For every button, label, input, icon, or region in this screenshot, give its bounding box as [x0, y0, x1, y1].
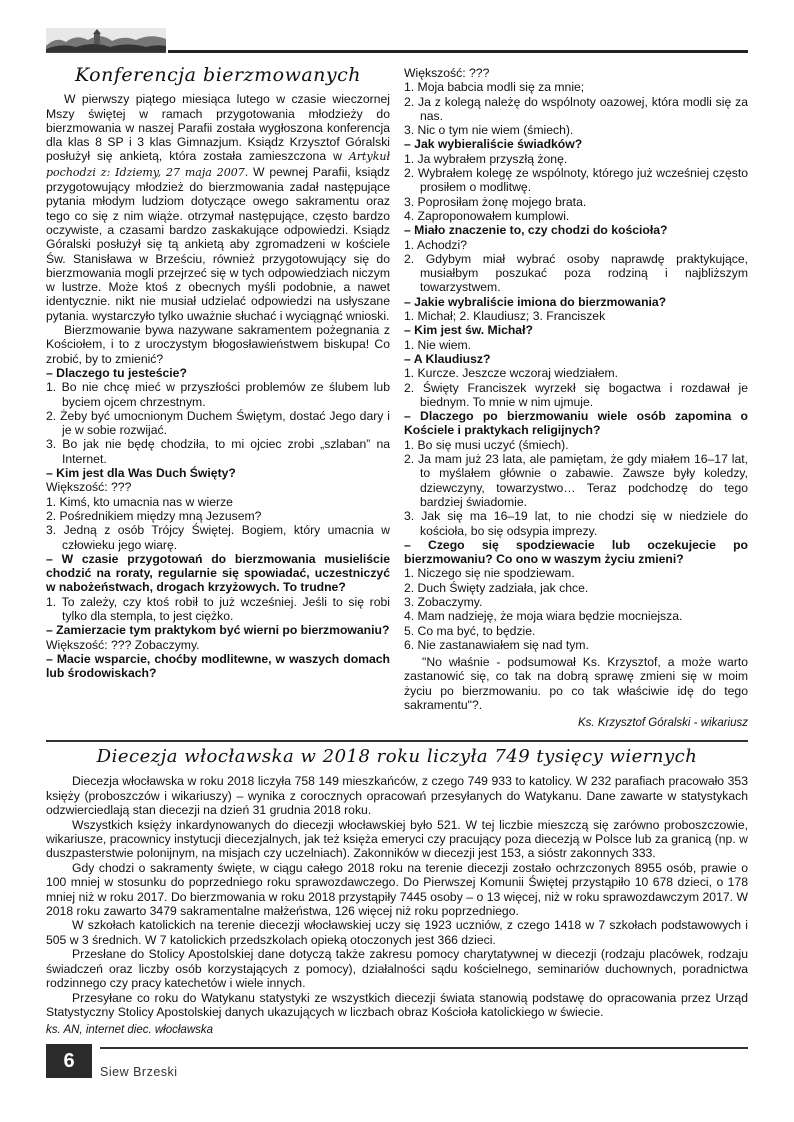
header-rule: [168, 50, 748, 53]
question: – Dlaczego po bierzmowaniu wiele osób zapomina o Kościele i praktykach religijnych?: [404, 409, 748, 438]
article-source: ks. AN, internet diec. włocławska: [46, 1024, 214, 1037]
question: – Jakie wybraliście imiona do bierzmowania?: [404, 294, 667, 309]
paragraph: Gdy chodzi o sakramenty święte, w ciągu całego 2018 roku na terenie diecezji zostało ochrzczonych 8955 osób, prawie o 100 mniej w stosunku do poprzedniego roku sprawozdawczego. Do Pierwszej Komunii Świętej przystąpiło 10 678 dzieci, o 178 mniej niż w roku 2017. Do bierzmowania w roku 2018 przystąpiły 7445 osoby – o 13 więcej, niż w roku sprawozdawczym 2017. W 2018 roku zawarto 3479 sakramentalne małżeństwa, 126 więcej niż roku poprzedniego.: [46, 860, 748, 919]
answer-item: 3. Jak się ma 16–19 lat, to nie chodzi się w niedziele do kościoła, bo się odsypia imprezy.: [404, 509, 748, 538]
answer-item: 3. Jedną z osób Trójcy Świętej. Bogiem, który umacnia w człowieku jego wiarę.: [46, 523, 390, 552]
intro-paragraph-2: Bierzmowanie bywa nazywane sakramentem pożegnania z Kościołem, i to z uroczystym błogosławieństwem biskupa! Co zrobić, by to zmienić?: [46, 323, 390, 366]
answer-item: 1. Kurcze. Jeszcze wczoraj wiedziałem.: [404, 366, 619, 381]
answer-item: 2. Ja z kolegą należę do wspólnoty oazowej, która modli się za nas.: [404, 94, 748, 123]
source-citation: Artykuł pochodzi z: Idziemy, 27 maja 2007.: [46, 150, 391, 179]
question: – Kim jest św. Michał?: [404, 323, 533, 338]
intro-text: W pierwszy piątego miesiąca lutego w czasie wieczornej Mszy świętej w ramach przygotowania młodzieży do bierzmowania w naszej Parafii została wygłoszona konferencja dla klas 8 SP i 3 klas Gimnazjum. Ksiądz Krzysztof Góralski posłużył się ankietą, która została zamieszczona w: [46, 92, 390, 164]
answer-item: 1. Niczego się nie spodziewam.: [404, 566, 575, 581]
question: – Dlaczego tu jesteście?: [46, 365, 187, 380]
answer-list: [404, 566, 748, 652]
footer-rule: [100, 1047, 748, 1049]
answer-list: [404, 438, 748, 538]
majority-answer: Większość: ???: [46, 480, 132, 495]
article-title: Diecezja włocławska w 2018 roku liczyła 749 tysięcy wiernych: [96, 746, 698, 767]
answer-item: 3. Nic o tym nie wiem (śmiech).: [404, 123, 574, 138]
answer-item: 1. Achodzi?: [404, 237, 468, 252]
answer-item: 1. Moja babcia modli się za mnie;: [404, 80, 585, 95]
answer-item: 5. Co ma być, to będzie.: [404, 623, 536, 638]
answer-item: 3. Poprosiłam żonę mojego brata.: [404, 194, 587, 209]
paragraph: Przesłane do Stolicy Apostolskiej dane dotyczą także zakresu pomocy charytatywnej w diecezji (rodzaju placówek, rodzaju świadczeń oraz liczby osób korzystających z pomocy), działalności sądu kościelnego, seminariów duchownych, poradnictwa rodzinnego czy pracy katechetów i wiele innych.: [46, 947, 748, 991]
answer-item: 3. Bo jak nie będę chodziła, to mi ojciec zrobi „szlaban” na Internet.: [46, 437, 390, 466]
answer-item: 1. Nie wiem.: [404, 337, 472, 352]
answer-list: [404, 80, 748, 137]
closing-paragraph: "No właśnie - podsumował Ks. Krzysztof, a może warto zastanowić się, co tak na dobrą sprawę zmieni się w moim życiu po bierzmowaniu. po co tak właściwie idę do tego sakramentu"?.: [404, 655, 748, 713]
majority-answer: Większość: ??? Zobaczymy.: [46, 637, 200, 652]
answer-item: 1. To zależy, czy ktoś robił to już wcześniej. Jeśli to się robi tylko dla stempla, to jest ciężko.: [46, 594, 390, 623]
article-separator: [46, 740, 748, 742]
answer-item: 1. Michał; 2. Klaudiusz; 3. Franciszek: [404, 309, 606, 324]
intro-text-continued: W pewnej Parafii, ksiądz przygotowujący młodzież do bierzmowania zadał następujące pytania młodym ludziom dotyczące owego sakramentu oraz tego co się z nim wiąże. otrzymał następujące, często bardzo oczywiste, a czasami bardzo zaskakujące odpowiedzi. Ksiądz Góralski posłużył się tą ankietą aby zgromadzeni w kościele Św. Stanisława w Brześciu, również przygotowujący się do bierzmowania mogli przejrzeć się w tych odpowiedziach niczym w lustrze. Może ktoś z obecnych myśli podobnie, a nawet identycznie. nikt nie musiał udzielać odpowiedzi na usłyszane pytania. wystarczyło tylko uważnie słuchać i wyciągnąć wnioski.: [46, 164, 390, 323]
question: – A Klaudiusz?: [404, 351, 491, 366]
answer-list: [404, 238, 748, 295]
answer-item: 2. Duch Święty zadziała, jak chce.: [404, 580, 589, 595]
paragraph: W szkołach katolickich na terenie diecezji włocławskiej uczy się 1923 uczniów, z czego 1418 w 7 szkołach podstawowych i 505 w 3 średnich. W 7 katolickich przedszkolach opieką otoczonych jest 366 dzieci.: [46, 918, 748, 947]
majority-answer: Większość: ???: [404, 66, 490, 80]
answer-item: 4. Zaproponowałem kumplowi.: [404, 208, 570, 223]
answer-item: 1. Bo nie chcę mieć w przyszłości problemów ze ślubem lub byciem ojcem chrzestnym.: [46, 380, 390, 409]
intro-paragraph: [46, 92, 390, 323]
answer-list: [46, 595, 390, 624]
answer-item: 1. Ja wybrałem przyszłą żonę.: [404, 151, 568, 166]
author-signature: Ks. Krzysztof Góralski - wikariusz: [578, 717, 748, 730]
answer-item: 2. Wybrałem kolegę ze wspólnoty, którego już wcześniej często prosiłem o modlitwę.: [404, 166, 748, 195]
paragraph: Wszystkich księży inkardynowanych do diecezji włocławskiej było 521. W tej liczbie mieszczą się zarówno proboszczowie, wikariusze, pracownicy instytucji diecezjalnych, jak też księża emeryci czy pracujący poza diecezją w Polsce lub za granicą (np. w duszpasterstwie polonijnym, na misjach czy uczelniach). Zakonników w diecezji jest 153, a sióstr zakonnych 333.: [46, 817, 748, 861]
question: – W czasie przygotowań do bierzmowania musieliście chodzić na roraty, regularnie się spowiadać, uczestniczyć w nabożeństwach, drogach krzyżowych. To trudne?: [46, 551, 390, 595]
answer-item: 1. Bo się musi uczyć (śmiech).: [404, 437, 569, 452]
answer-item: 6. Nie zastanawiałem się nad tym.: [404, 637, 589, 652]
page-number: 6: [46, 1044, 92, 1078]
answer-item: 2. Ja mam już 23 lata, ale pamiętam, że gdy miałem 16–17 lat, to myślałem głównie o zabawie. Zawsze były koledzy, dziewczyny, towarzystwo… Teraz podchodzę do tego bardziej świadomie.: [404, 452, 748, 509]
question: – Kim jest dla Was Duch Święty?: [46, 466, 236, 481]
answer-item: 2. Żeby być umocnionym Duchem Świętym, dostać Jego dary i je w sobie rozwijać.: [46, 408, 390, 438]
right-column: [404, 66, 748, 731]
header-landscape-image: [46, 28, 166, 53]
paragraph: Diecezja włocławska w roku 2018 liczyła 758 149 mieszkańców, z czego 749 933 to katolicy. W 232 parafiach pracowało 353 księży (proboszczów i wikariuszy) – wynika z corocznych opracowań przesyłanych do Watykanu. Dane zawarte w statystykach odzwierciedlają stan diecezji na dzień 31 grudnia 2018 roku.: [46, 774, 748, 818]
answer-list: [404, 152, 748, 223]
answer-item: 4. Mam nadzieję, że moja wiara będzie mocniejsza.: [404, 609, 683, 624]
question: – Zamierzacie tym praktykom być wierni po bierzmowaniu?: [46, 623, 390, 638]
question: – Macie wsparcie, choćby modlitewne, w waszych domach lub środowiskach?: [46, 651, 390, 681]
answer-item: 2. Pośrednikiem między mną Jezusem?: [46, 508, 262, 523]
publication-name: Siew Brzeski: [100, 1065, 178, 1079]
answer-list: [404, 366, 748, 409]
left-column: [46, 62, 390, 680]
answer-list: [46, 380, 390, 466]
answer-item: 2. Święty Franciszek wyrzekł się bogactwa i rozdawał je biednym. To mnie w nim ujmuje.: [404, 380, 748, 409]
question: – Jak wybieraliście świadków?: [404, 137, 583, 152]
answer-list: [46, 495, 390, 552]
answer-item: 2. Gdybym miał wybrać osoby naprawdę praktykujące, musiałbym poszukać poza rodziną i najbliższym towarzystwem.: [404, 251, 748, 295]
paragraph: Przesyłane co roku do Watykanu statystyki ze wszystkich diecezji świata stanowią podstawę do opracowania przez Urząd Statystyczny Stolicy Apostolskiej danych ukazujących w liczbach obraz Kościoła katolickiego w świecie.: [46, 990, 748, 1019]
answer-item: 1. Kimś, kto umacnia nas w wierze: [46, 494, 233, 509]
question: – Miało znaczenie to, czy chodzi do kościoła?: [404, 223, 668, 238]
article-title: Konferencja bierzmowanych: [74, 64, 362, 86]
question: – Czego się spodziewacie lub oczekujecie po bierzmowaniu? Co ono w waszym życiu zmieni?: [404, 537, 748, 567]
answer-item: 3. Zobaczymy.: [404, 594, 483, 609]
article-diocese: [46, 748, 748, 1038]
